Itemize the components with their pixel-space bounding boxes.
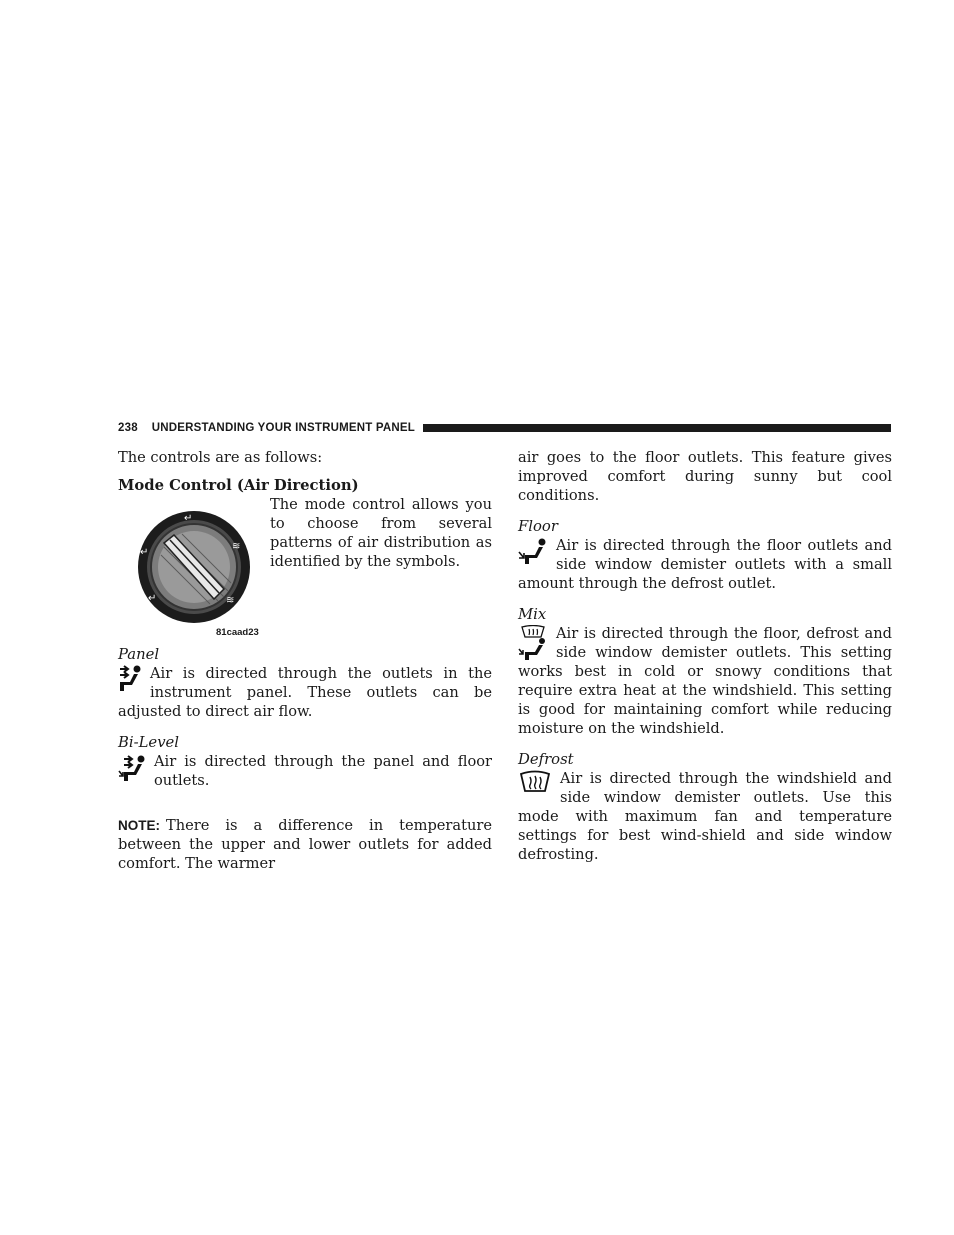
- right-column: [518, 448, 892, 864]
- mix-mode-icon: [518, 625, 548, 661]
- floor-heading: Floor: [518, 518, 558, 535]
- section-title: UNDERSTANDING YOUR INSTRUMENT PANEL: [151, 422, 415, 434]
- defrost-entry: [518, 769, 892, 864]
- floor-mode-icon: [518, 537, 548, 567]
- panel-entry: [118, 664, 492, 721]
- left-column: [118, 448, 492, 873]
- note-label: NOTE:: [118, 818, 160, 833]
- defrost-text: Air is directed through the windshield and side window demister outlets. Use this mode with maximum fan and temperature settings for best wind-shield and side window defrosting.: [518, 770, 892, 863]
- mix-text: Air is directed through the floor, defrost and side window demister outlets. This setting works best in cold or snowy conditions that require extra heat at the windshield. This setting is good for maintaining comfort while reducing moisture on the windshield.: [518, 625, 892, 737]
- note-text: There is a difference in temperature between the upper and lower outlets for added comfort. The warmer: [118, 817, 492, 872]
- floor-entry: [518, 536, 892, 593]
- note-paragraph: [118, 816, 492, 873]
- svg-text:↵: ↵: [184, 513, 193, 524]
- floor-text: Air is directed through the floor outlets and side window demister outlets with a small amount through the defrost outlet.: [518, 537, 892, 592]
- page-header: [118, 419, 891, 437]
- bilevel-text: Air is directed through the panel and floor outlets.: [154, 753, 492, 789]
- mode-control-figure: [120, 499, 266, 637]
- header-rule: [423, 424, 891, 432]
- figure-caption: 81caad23: [216, 627, 259, 638]
- mix-entry: [518, 624, 892, 738]
- mode-control-heading: Mode Control (Air Direction): [118, 477, 359, 494]
- continued-text: air goes to the floor outlets. This feature gives improved comfort during sunny but cool conditions.: [518, 449, 892, 504]
- svg-text:≋: ≋: [226, 595, 235, 606]
- bilevel-entry: [118, 752, 492, 790]
- intro-text: The controls are as follows:: [118, 449, 323, 466]
- bilevel-heading: Bi-Level: [118, 734, 180, 751]
- mix-heading: Mix: [518, 606, 547, 623]
- svg-text:≋: ≋: [232, 541, 241, 552]
- bilevel-mode-icon: [118, 753, 146, 783]
- mode-control-intro: [118, 495, 492, 639]
- panel-mode-icon: [118, 665, 142, 693]
- svg-text:↵: ↵: [148, 593, 157, 604]
- panel-text: Air is directed through the outlets in the instrument panel. These outlets can be adjusted to direct air flow.: [118, 665, 492, 720]
- svg-text:↵: ↵: [140, 547, 149, 558]
- panel-heading: Panel: [118, 646, 160, 663]
- defrost-mode-icon: [518, 770, 552, 794]
- defrost-heading: Defrost: [518, 751, 574, 768]
- page-number: 238: [118, 422, 138, 434]
- mode-control-text: The mode control allows you to choose from several patterns of air distribution as identified by the symbols.: [270, 496, 492, 570]
- mode-knob-image: [134, 507, 254, 627]
